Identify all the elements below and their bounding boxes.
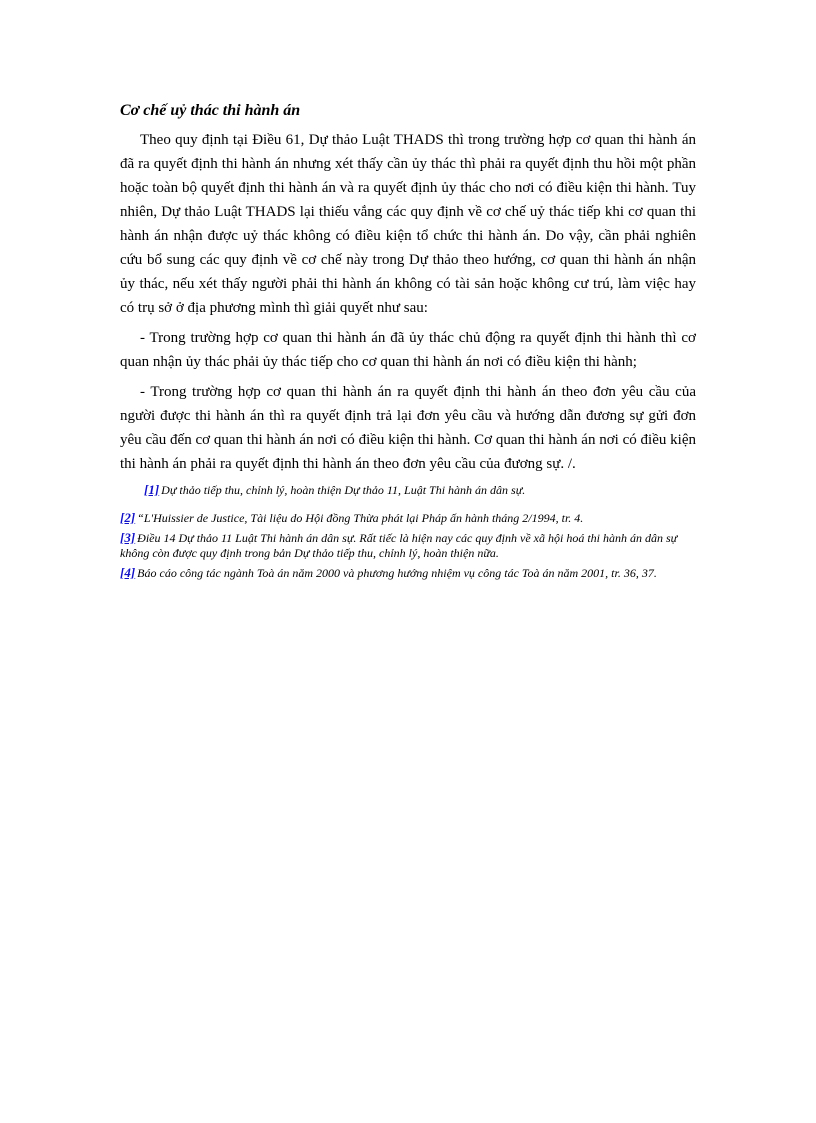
footnote-text-2: “L'Huissier de Justice, Tài liệu do Hội đồng Thừa phát lại Pháp ấn hành tháng 2/1994, tr. 4. [137,511,584,525]
footnote-4 [120,565,696,581]
footnotes-section [120,482,696,581]
footnote-text-3: Điều 14 Dự thảo 11 Luật Thi hành án dân sự. Rất tiếc là hiện nay các quy định về xã hội hoá thi hành án dân sự không còn được quy định trong bản Dự thảo tiếp thu, chỉnh lý, hoàn thiện nữa. [120,531,678,560]
footnote-text-1: Dự thảo tiếp thu, chỉnh lý, hoàn thiện Dự thảo 11, Luật Thi hành án dân sự. [161,483,526,497]
footnote-link-1[interactable]: [1] [144,482,160,497]
document-page [120,100,696,585]
footnote-text-4: Báo cáo công tác ngành Toà án năm 2000 và phương hướng nhiệm vụ công tác Toà án năm 2001, tr. 36, 37. [137,566,657,580]
footnote-3 [120,530,696,561]
footnote-1 [120,482,696,498]
footnote-2 [120,510,696,526]
body-paragraph-3: - Trong trường hợp cơ quan thi hành án ra quyết định thi hành án theo đơn yêu cầu của người được thi hành án thì ra quyết định trả lại đơn yêu cầu và hướng dẫn đương sự gửi đơn yêu cầu đến cơ quan thi hành án nơi có điều kiện thi hành. Cơ quan thi hành án nơi có điều kiện thi hành án phải ra quyết định thi hành án theo đơn yêu cầu của đương sự. /. [120,384,696,472]
body-paragraph-1: Theo quy định tại Điều 61, Dự thảo Luật THADS thì trong trường hợp cơ quan thi hành án đã ra quyết định thi hành án nhưng xét thấy cần ủy thác thì phải ra quyết định thu hồi một phần hoặc toàn bộ quyết định thi hành án và ra quyết định ủy thác cho nơi có điều kiện thi hành. Tuy nhiên, Dự thảo Luật THADS lại thiếu vắng các quy định về cơ chế uỷ thác tiếp khi cơ quan thi hành án nhận được uỷ thác không có điều kiện tổ chức thi hành án. Do vậy, cần phải nghiên cứu bổ sung các quy định về cơ chế này trong Dự thảo theo hướng, cơ quan thi hành án nhận ủy thác, nếu xét thấy người phải thi hành án không có tài sản hoặc không cư trú, làm việc hay có trụ sở ở địa phương mình thì giải quyết như sau: [120,132,696,316]
footnote-link-3[interactable]: [3] [120,530,136,545]
body-paragraph-2: - Trong trường hợp cơ quan thi hành án đã ủy thác chủ động ra quyết định thi hành thì cơ quan nhận ủy thác phải ủy thác tiếp cho cơ quan thi hành án nơi có điều kiện thi hành; [120,330,696,370]
footnote-link-2[interactable]: [2] [120,510,136,525]
section-heading: Cơ chế uỷ thác thi hành án [120,102,301,119]
footnote-link-4[interactable]: [4] [120,565,136,580]
